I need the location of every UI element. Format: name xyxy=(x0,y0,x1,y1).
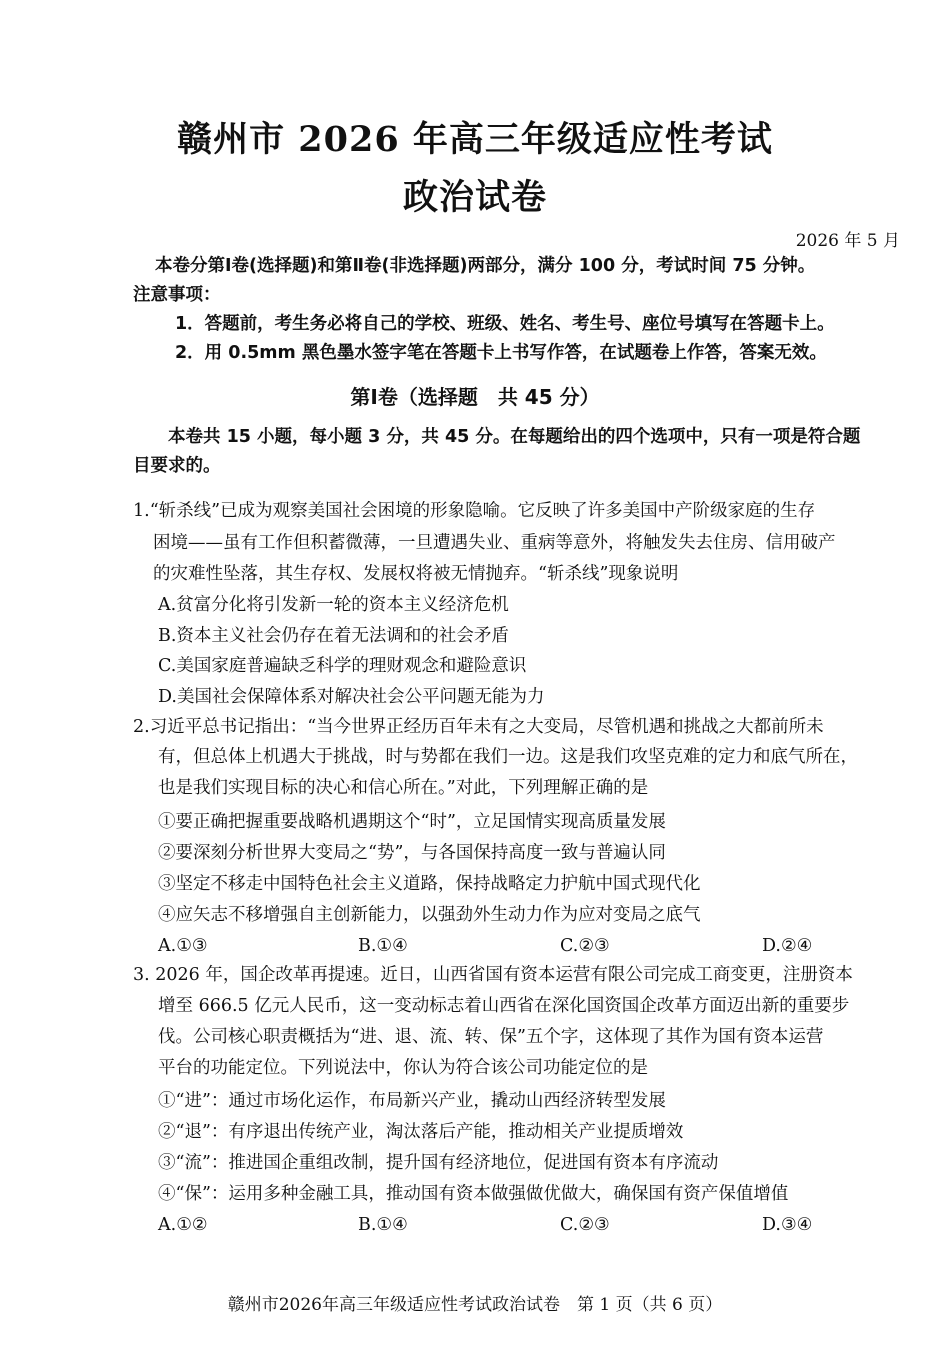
note-item: 2．用 0.5mm 黑色墨水签字笔在答题卡上书写作答，在试题卷上作答，答案无效。 xyxy=(175,343,827,363)
question-2-statement: ④应矢志不移增强自主创新能力，以强劲外生动力作为应对变局之底气 xyxy=(158,905,701,925)
question-3-option-b: B.①④ xyxy=(358,1215,408,1235)
question-3-option-c: C.②③ xyxy=(560,1215,610,1235)
question-3-stem: 平台的功能定位。下列说法中，你认为符合该公司功能定位的是 xyxy=(158,1058,648,1078)
section-title: 第Ⅰ卷（选择题 共 45 分） xyxy=(350,385,600,409)
question-3-stem: 伐。公司核心职责概括为“进、退、流、转、保”五个字，这体现了其作为国有资本运营 xyxy=(158,1027,824,1047)
question-2-statement: ②要深刻分析世界大变局之“势”，与各国保持高度一致与普遍认同 xyxy=(158,843,666,863)
question-3-statement: ③“流”：推进国企重组改制，提升国有经济地位，促进国有资本有序流动 xyxy=(158,1153,719,1173)
question-1-stem: 的灾难性坠落，其生存权、发展权将被无情抛弃。“斩杀线”现象说明 xyxy=(153,564,679,584)
question-2-option-a: A.①③ xyxy=(158,936,208,956)
exam-title: 赣州市 2026 年高三年级适应性考试 xyxy=(177,119,773,160)
question-2-stem: 也是我们实现目标的决心和信心所在。”对此，下列理解正确的是 xyxy=(158,778,649,798)
notes-heading: 注意事项： xyxy=(133,285,221,305)
question-1-option-d: D.美国社会保障体系对解决社会公平问题无能为力 xyxy=(158,687,545,707)
question-3-stem: 3. 2026 年，国企改革再提速。近日，山西省国有资本运营有限公司完成工商变更，注册资本 xyxy=(133,965,853,985)
question-3-option-a: A.①② xyxy=(158,1215,208,1235)
section-instructions: 本卷共 15 小题，每小题 3 分，共 45 分。在每题给出的四个选项中，只有一项是符合题 xyxy=(168,427,861,447)
note-item: 1．答题前，考生务必将自己的学校、班级、姓名、考生号、座位号填写在答题卡上。 xyxy=(175,314,835,334)
question-1-stem: 困境——虽有工作但积蓄微薄，一旦遭遇失业、重病等意外，将触发失去住房、信用破产 xyxy=(153,533,836,553)
question-2-stem: 有，但总体上机遇大于挑战，时与势都在我们一边。这是我们攻坚克难的定力和底气所在， xyxy=(158,747,858,767)
page-footer: 赣州市2026年高三年级适应性考试政治试卷 第 1 页（共 6 页） xyxy=(227,1295,723,1315)
intro-text: 本卷分第Ⅰ卷(选择题)和第Ⅱ卷(非选择题)两部分，满分 100 分，考试时间 75 分钟。 xyxy=(155,256,816,276)
question-2-option-c: C.②③ xyxy=(560,936,610,956)
question-1-stem: 1.“斩杀线”已成为观察美国社会困境的形象隐喻。它反映了许多美国中产阶级家庭的生存 xyxy=(133,501,816,521)
section-instructions: 目要求的。 xyxy=(133,456,221,476)
question-2-statement: ③坚定不移走中国特色社会主义道路，保持战略定力护航中国式现代化 xyxy=(158,874,701,894)
question-1-option-c: C.美国家庭普遍缺乏科学的理财观念和避险意识 xyxy=(158,656,527,676)
question-2-option-d: D.②④ xyxy=(762,936,813,956)
question-3-statement: ②“退”：有序退出传统产业，淘汰落后产能，推动相关产业提质增效 xyxy=(158,1122,684,1142)
question-2-statement: ①要正确把握重要战略机遇期这个“时”，立足国情实现高质量发展 xyxy=(158,812,666,832)
question-1-option-b: B.资本主义社会仍存在着无法调和的社会矛盾 xyxy=(158,626,509,646)
question-3-statement: ①“进”：通过市场化运作，布局新兴产业，撬动山西经济转型发展 xyxy=(158,1091,666,1111)
question-2-stem: 2.习近平总书记指出：“当今世界正经历百年未有之大变局，尽管机遇和挑战之大都前所未 xyxy=(133,717,824,737)
exam-subject: 政治试卷 xyxy=(402,177,547,218)
question-3-stem: 增至 666.5 亿元人民币，这一变动标志着山西省在深化国资国企改革方面迈出新的重要步 xyxy=(158,996,850,1016)
question-3-statement: ④“保”：运用多种金融工具，推动国有资本做强做优做大，确保国有资产保值增值 xyxy=(158,1184,789,1204)
question-1-option-a: A.贫富分化将引发新一轮的资本主义经济危机 xyxy=(158,595,509,615)
question-3-option-d: D.③④ xyxy=(762,1215,813,1235)
question-2-option-b: B.①④ xyxy=(358,936,408,956)
exam-date: 2026 年 5 月 xyxy=(795,231,900,251)
